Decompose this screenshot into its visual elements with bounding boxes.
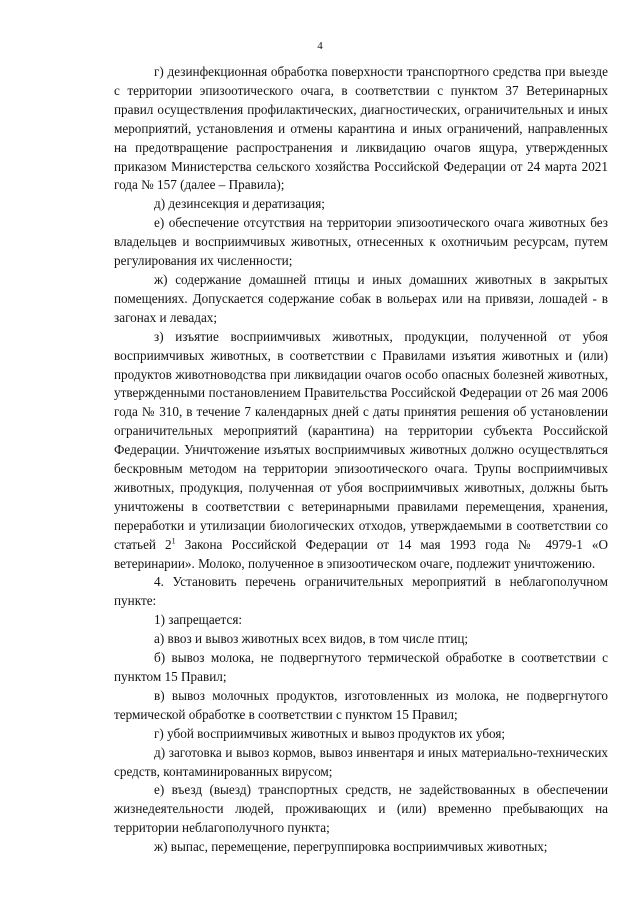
paragraph-e: е) обеспечение отсутствия на территории эпизоотического очага животных без владельцев и восприимчивых животных, отнесенных к охотничьим ресурсам, путем регулирования их численности;	[114, 215, 608, 269]
paragraph-4-d: д) заготовка и вывоз кормов, вывоз инвентаря и иных материально-технических средств, контаминированных вирусом;	[114, 744, 608, 779]
paragraph-4-a: а) ввоз и вывоз животных всех видов, в том числе птиц;	[154, 631, 469, 647]
paragraph-4: 4. Установить перечень ограничительных мероприятий в неблагополучном пункте:	[114, 574, 608, 609]
paragraph-4-v: в) вывоз молочных продуктов, изготовленных из молока, не подвергнутого термической обработке в соответствии с пунктом 15 Правил;	[114, 687, 608, 722]
paragraph-4-g: г) убой восприимчивых животных и вывоз продуктов их убоя;	[154, 725, 506, 741]
paragraph-4-b: б) вывоз молока, не подвергнутого термической обработке в соответствии с пунктом 15 Правил;	[114, 650, 608, 684]
paragraph-zh: ж) содержание домашней птицы и иных домашних животных в закрытых помещениях. Допускается содержание собак в вольерах или на привязи, лошадей - в загонах и левадах;	[114, 271, 608, 325]
paragraph-g: г) дезинфекционная обработка поверхности транспортного средства при выезде с территории эпизоотического очага, в соответствии с пунктом 37 Ветеринарных правил осуществления профилактических, диагностических, ограничительных и иных мероприятий, установления и отмены карантина и иных ограничений, направленных на предотвращение распространения и ликвидацию очагов ящура, утвержденных приказом Министерства сельского хозяйства Российской Федерации от 24 марта 2021 года № 157 (далее – Правила);	[114, 64, 608, 193]
paragraph-d: д) дезинсекция и дератизация;	[154, 196, 325, 212]
paragraph-z	[114, 328, 608, 574]
page-number: 4	[317, 40, 323, 52]
paragraph-z-text-end: Закона Российской Федерации от 14 мая 1993 года № 4979-1 «О ветеринарии». Молоко, полученное в эпизоотическом очаге, подлежит уничтожению.	[114, 536, 608, 571]
paragraph-4-e: е) въезд (выезд) транспортных средств, не задействованных в обеспечении жизнедеятельности людей, проживающих и (или) временно пребывающих на территории неблагополучного пункта;	[114, 782, 608, 836]
document-body	[114, 63, 608, 857]
paragraph-4-1: 1) запрещается:	[154, 612, 243, 628]
paragraph-z-text-start: з) изъятие восприимчивых животных, продукции, полученной от убоя восприимчивых животных, в соответствии с Правилами изъятия животных и (или) продуктов животноводства при ликвидации очагов особо опасных болезней животных, утвержденными постановлением Правительства Российской Федерации от 26 мая 2006 года № 310, в течение 7 календарных дней с даты принятия решения об установлении ограничительных мероприятий (карантина) на территории субъекта Российской Федерации. Уничтожение изъятых восприимчивых животных должно осуществляться бескровным методом на территории эпизоотического очага. Трупы восприимчивых животных, продукция, полученная от убоя восприимчивых животных, должны быть уничтожены в соответствии с ветеринарными правилами перемещения, хранения, переработки и утилизации биологических отходов, утверждаемыми в соответствии со статьей 2	[114, 328, 608, 552]
paragraph-4-zh: ж) выпас, перемещение, перегруппировка восприимчивых животных;	[154, 839, 548, 855]
footnote-superscript: 1	[171, 536, 176, 546]
